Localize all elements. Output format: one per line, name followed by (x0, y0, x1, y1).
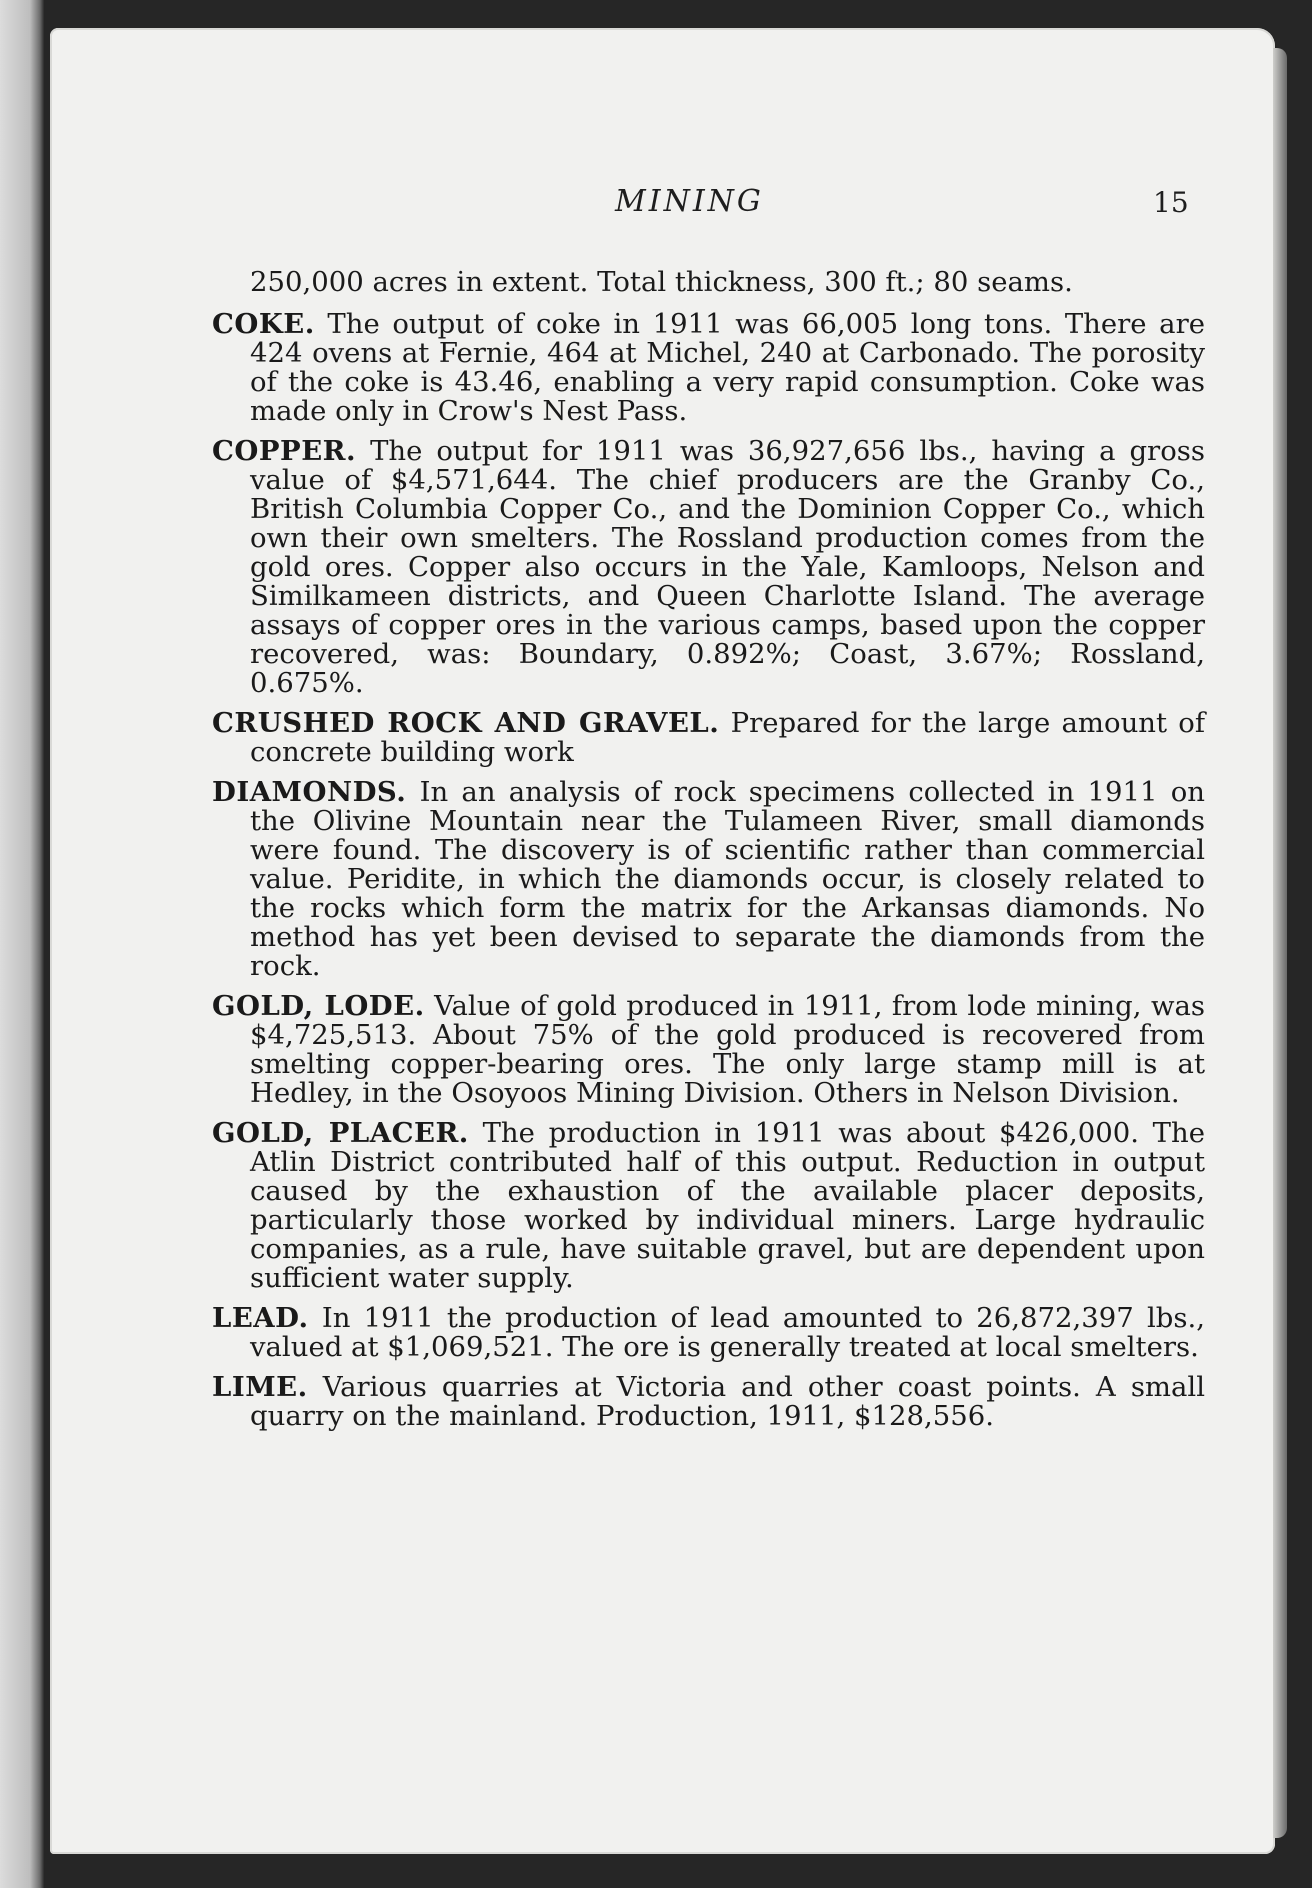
entry-term: LEAD. (212, 1302, 309, 1334)
continuation-paragraph (250, 268, 1205, 297)
entry-term: GOLD, PLACER. (212, 1117, 469, 1149)
left-page-edge (0, 0, 44, 1888)
entry-copper (212, 437, 1205, 698)
entry-text: The production in 1911 was about $426,000. The Atlin District contributed half of this output. Reduction in output caused by the exhaustion of the available placer deposits, particularly those worked by individual miners. Large hydraulic companies, as a rule, have suitable gravel, but are dependent upon sufficient water supply. (250, 1117, 1206, 1294)
entry-text: In an analysis of rock specimens collected in 1911 on the Olivine Mountain near the Tulameen River, small diamonds were found. The discovery is of scientific rather than commercial value. Peridite, in which the diamonds occur, is closely related to the rocks which form the matrix for the Arkansas diamonds. No method has yet been devised to separate the diamonds from the rock. (250, 776, 1205, 982)
entry-term: CRUSHED ROCK AND GRAVEL. (212, 707, 720, 739)
page-header (50, 184, 1275, 234)
entry-lead (212, 1304, 1205, 1362)
entry-text: The output for 1911 was 36,927,656 lbs., having a gross value of $4,571,644. The chief producers are the Granby Co., British Columbia Copper Co., and the Dominion Copper Co., which own their own smelters. The Rossland production comes from the gold ores. Copper also occurs in the Yale, Kamloops, Nelson and Similkameen districts, and Queen Charlotte Island. The average assays of copper ores in the various camps, based upon the copper recovered, was: Boundary, 0.892%; Coast, 3.67%; Rossland, 0.675%. (250, 435, 1205, 699)
entry-term: COPPER. (212, 435, 357, 467)
book-page (50, 28, 1275, 1854)
page-number: 15 (1153, 186, 1189, 219)
entry-text: The output of coke in 1911 was 66,005 long tons. There are 424 ovens at Fernie, 464 at Michel, 240 at Carbonado. The porosity of the coke is 43.46, enabling a very rapid consumption. Coke was made only in Crow's Nest Pass. (250, 308, 1205, 427)
entry-text: In 1911 the production of lead amounted to 26,872,397 lbs., valued at $1,069,521. The ore is generally treated at local smelters. (250, 1302, 1205, 1363)
entry-lime (212, 1373, 1205, 1431)
entry-diamonds (212, 778, 1205, 981)
entry-gold-lode (212, 992, 1205, 1108)
entry-text: Value of gold produced in 1911, from lode mining, was $4,725,513. About 75% of the gold produced is recovered from smelting copper-bearing ores. The only large stamp mill is at Hedley, in the Osoyoos Mining Division. Others in Nelson Division. (250, 990, 1205, 1109)
entry-term: LIME. (212, 1371, 308, 1403)
entry-coke (212, 310, 1205, 426)
paragraph-text: 250,000 acres in extent. Total thickness, 300 ft.; 80 seams. (250, 266, 1073, 298)
entry-text: Various quarries at Victoria and other coast points. A small quarry on the mainland. Production, 1911, $128,556. (250, 1371, 1205, 1432)
entry-text: Prepared for the large amount of concrete building work (250, 707, 1205, 768)
page-body (212, 266, 1206, 1442)
entry-term: DIAMONDS. (212, 776, 407, 808)
entry-term: COKE. (212, 308, 315, 340)
entry-gold-placer (212, 1119, 1205, 1293)
entry-crushed-rock-and-gravel (212, 709, 1205, 767)
running-title: MINING (615, 184, 764, 219)
entry-term: GOLD, LODE. (212, 990, 425, 1022)
